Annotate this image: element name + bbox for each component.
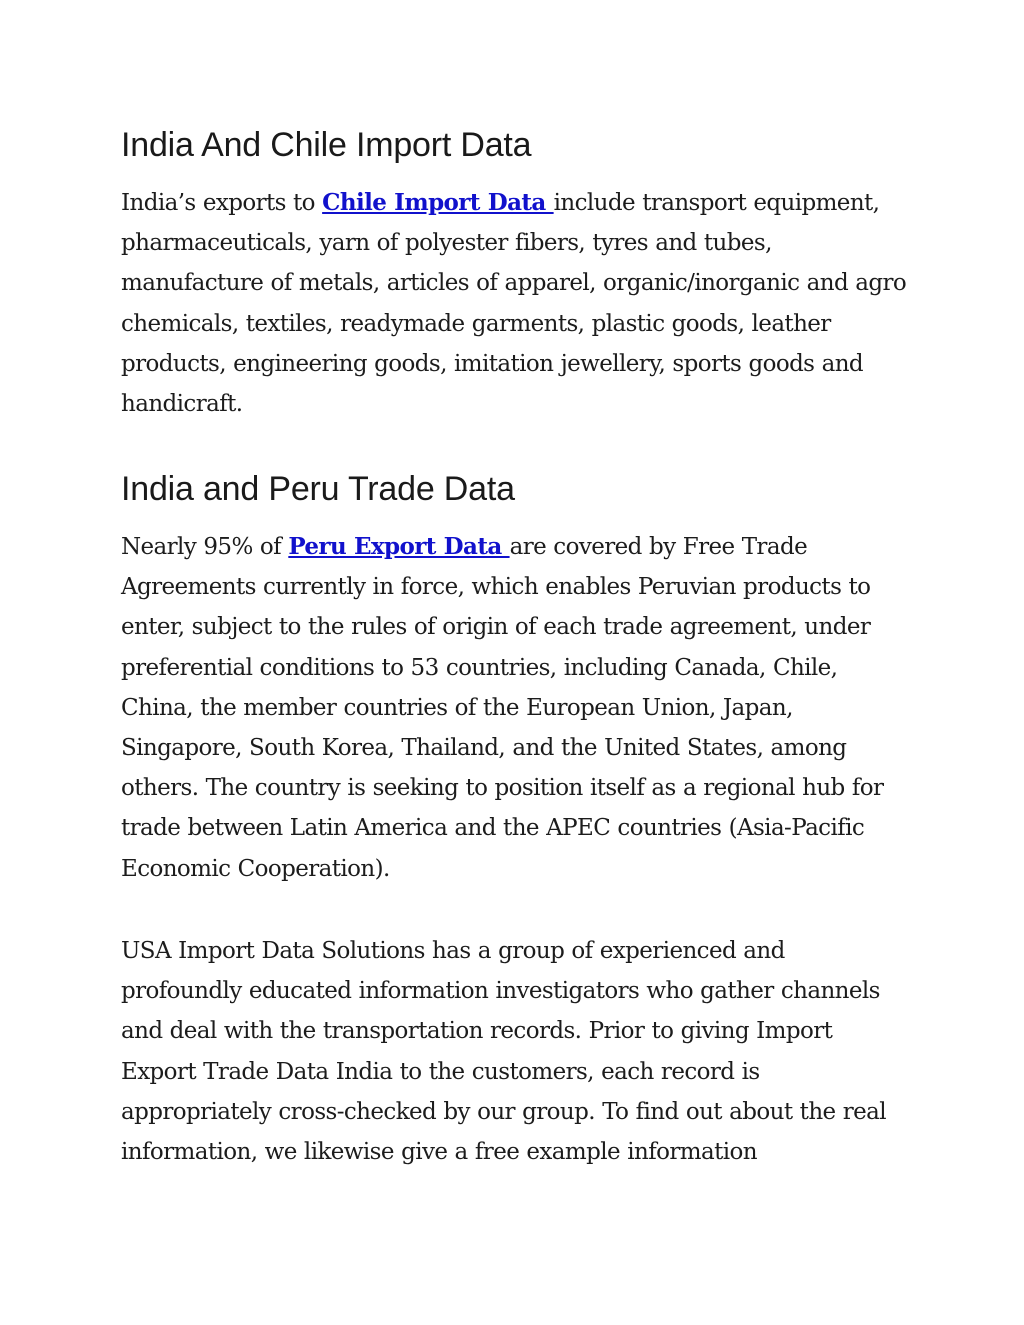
paragraph-text-after-link: are covered by Free Trade Agreements currently in force, which enables Peruvian products to enter, subject to the rules of origin of each trade agreement, under preferential conditions to 53 countries, including Canada, Chile, China, the member countries of the European Union, Japan, Singapore, South Korea, Thailand, and the United States, among others. The country is seeking to position itself as a regional hub for trade between Latin America and the APEC countries (Asia-Pacific Economic Cooperation).: [121, 534, 884, 882]
chile-import-data-link[interactable]: Chile Import Data: [322, 189, 554, 216]
section-paragraph-chile: [121, 183, 911, 424]
section-paragraph-peru: [121, 527, 911, 889]
closing-paragraph: USA Import Data Solutions has a group of experienced and profoundly educated information investigators who gather channels and deal with the transportation records. Prior to giving Import Export Trade Data India to the customers, each record is appropriately cross-checked by our group. To find out about the real information, we likewise give a free example information: [121, 938, 887, 1166]
paragraph-text-before-link: Nearly 95% of: [121, 534, 289, 560]
paragraph-text-before-link: India’s exports to: [121, 190, 323, 216]
section-heading-chile: India And Chile Import Data: [121, 126, 532, 164]
peru-export-data-link[interactable]: Peru Export Data: [288, 533, 510, 560]
paragraph-text-after-link: include transport equipment, pharmaceuticals, yarn of polyester fibers, tyres and tubes, manufacture of metals, articles of apparel, organic/inorganic and agro chemicals, textiles, readymade garments, plastic goods, leather products, engineering goods, imitation jewellery, sports goods and handicraft.: [121, 190, 907, 418]
section-heading-peru: India and Peru Trade Data: [121, 470, 515, 508]
